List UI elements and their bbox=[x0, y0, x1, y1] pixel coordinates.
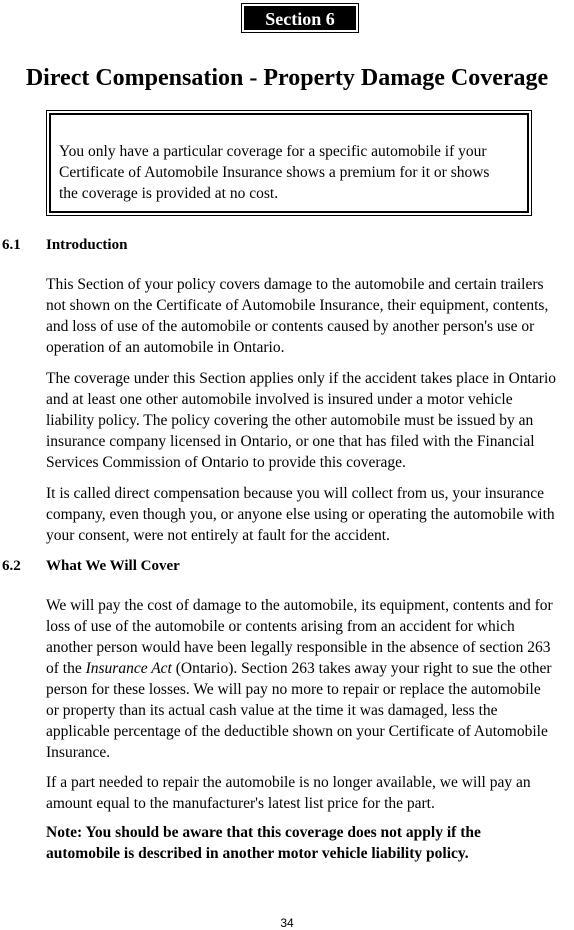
text-line: or property than its actual cash value at the time it was damaged, less the bbox=[46, 702, 498, 719]
page-number: 34 bbox=[280, 916, 294, 930]
coverage-notice-line: the coverage is provided at no cost. bbox=[59, 185, 279, 202]
coverage-note bbox=[46, 822, 574, 864]
text-line: your consent, were not entirely at fault for the accident. bbox=[46, 527, 390, 544]
text-line: Services Commission of Ontario to provide this coverage. bbox=[46, 454, 406, 471]
section-badge bbox=[241, 3, 359, 33]
page-title: Direct Compensation - Property Damage Coverage bbox=[25, 65, 549, 91]
text-line: another person would have been legally responsible in the absence of section 263 bbox=[46, 639, 551, 656]
cover-paragraph-2 bbox=[46, 772, 574, 814]
section-heading-introduction: Introduction bbox=[46, 237, 128, 253]
section-number: 6.1 bbox=[2, 237, 21, 253]
note-line: Note: You should be aware that this coverage does not apply if the bbox=[46, 824, 481, 841]
text-line: It is called direct compensation because you will collect from us, your insurance bbox=[46, 485, 544, 502]
text-line: operation of an automobile in Ontario. bbox=[46, 339, 285, 356]
intro-paragraph-3 bbox=[46, 483, 574, 546]
text-line: We will pay the cost of damage to the automobile, its equipment, contents and for bbox=[46, 597, 553, 614]
note-line: automobile is described in another motor vehicle liability policy. bbox=[46, 845, 469, 862]
text-line-insurance-act: of the Insurance Act (Ontario). Section 263 takes away your right to sue the other bbox=[46, 660, 552, 677]
text-line: insurance company licensed in Ontario, or one that has filed with the Financial bbox=[46, 433, 535, 450]
text-line: liability policy. The policy covering the other automobile must be issued by an bbox=[46, 412, 534, 429]
intro-paragraph-2 bbox=[46, 368, 574, 473]
text-line: person for these losses. We will pay no more to repair or replace the automobile bbox=[46, 681, 541, 698]
text-line: amount equal to the manufacturer's latest list price for the part. bbox=[46, 795, 435, 812]
section-badge-label: Section 6 bbox=[243, 5, 357, 31]
text-line: This Section of your policy covers damage to the automobile and certain trailers bbox=[46, 276, 544, 293]
text-line: applicable percentage of the deductible shown on your Certificate of Automobile bbox=[46, 723, 548, 740]
text-line: The coverage under this Section applies only if the accident takes place in Ontario bbox=[46, 370, 557, 387]
text-line: company, even though you, or anyone else using or operating the automobile with bbox=[46, 506, 555, 523]
coverage-notice-box bbox=[46, 110, 532, 216]
coverage-notice-line: You only have a particular coverage for a specific automobile if your bbox=[59, 143, 487, 160]
text-line: Insurance. bbox=[46, 744, 111, 761]
coverage-notice-line: Certificate of Automobile Insurance shows a premium for it or shows bbox=[59, 164, 490, 181]
section-number: 6.2 bbox=[2, 558, 21, 574]
text-line: and loss of use of the automobile or contents caused by another person's use or bbox=[46, 318, 535, 335]
section-heading-what-we-will-cover: What We Will Cover bbox=[46, 558, 180, 574]
intro-paragraph-1 bbox=[46, 274, 574, 358]
text-line: and at least one other automobile involved is insured under a motor vehicle bbox=[46, 391, 513, 408]
cover-paragraph-1 bbox=[46, 595, 574, 763]
text-line: not shown on the Certificate of Automobile Insurance, their equipment, contents, bbox=[46, 297, 549, 314]
text-line: loss of use of the automobile or contents arising from an accident for which bbox=[46, 618, 515, 635]
text-line: If a part needed to repair the automobile is no longer available, we will pay an bbox=[46, 774, 531, 791]
